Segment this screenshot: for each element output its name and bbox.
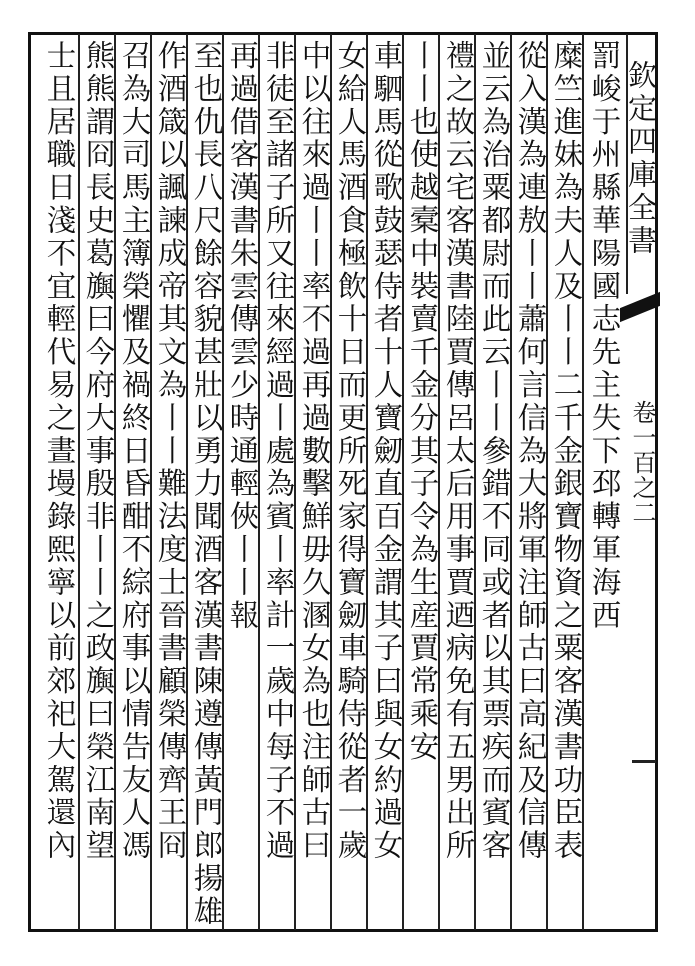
text-column: 熊熊謂冏長史葛旟曰今府大事殷非丨丨之政旟曰榮江南望 <box>81 40 116 863</box>
text-column: 至也仇長八尺餘容貌甚壯以勇力聞酒客漢書陳遵傳黃門郎揚雄 <box>189 40 224 929</box>
text-column: 士且居職日淺不宜輕代易之晝墁錄熙寧以前郊祀大駕還內 <box>42 40 77 863</box>
text-column: 糜竺進妹為夫人及丨丨二千金銀寶物資之粟客漢書功臣表 <box>549 40 584 863</box>
text-column: 再過借客漢書朱雲傳雲少時通輕俠丨丨報 <box>225 40 260 633</box>
fold-tick <box>632 760 656 763</box>
text-column: 作酒箴以諷諫成帝其文為丨丨難法度士晉書顧榮傳齊王冏 <box>153 40 188 863</box>
text-column: 中以往來過丨丨率不過再過數擊鮮毋久溷女為也注師古曰 <box>297 40 332 863</box>
volume-number: 卷一百之二 <box>628 400 656 525</box>
text-column: 並云為治粟都尉而此云丨丨參錯不同或者以其票疾而賓客 <box>477 40 512 863</box>
text-column: 召為大司馬主簿榮懼及禍終日昏酣不綜府事以情告友人馮 <box>117 40 152 863</box>
text-column: 車駟馬從歌鼓瑟侍者十人寶劒直百金謂其子曰與女約過女 <box>369 40 404 863</box>
book-title: 欽定四庫全書 <box>624 60 658 258</box>
text-column: 禮之故云宅客漢書陸賈傳呂太后用事賈迺病免有五男出所 <box>441 40 476 863</box>
text-column: 從入漢為連敖丨丨蕭何言信為大將軍注師古曰高紀及信傳 <box>513 40 548 863</box>
text-column: 非徒至諸子所又往來經過丨處為賓丨率計一歲中每子不過 <box>261 40 296 863</box>
text-column: 罰峻于州縣華陽國志先主失下邳轉軍海西 <box>587 40 622 633</box>
text-column: 女給人馬酒食極飲十日而更所死家得寶劒車騎侍從者一歲 <box>333 40 368 863</box>
text-column: 丨丨也使越槖中裝賣千金分其子令為生産賈常乘安 <box>405 40 440 764</box>
